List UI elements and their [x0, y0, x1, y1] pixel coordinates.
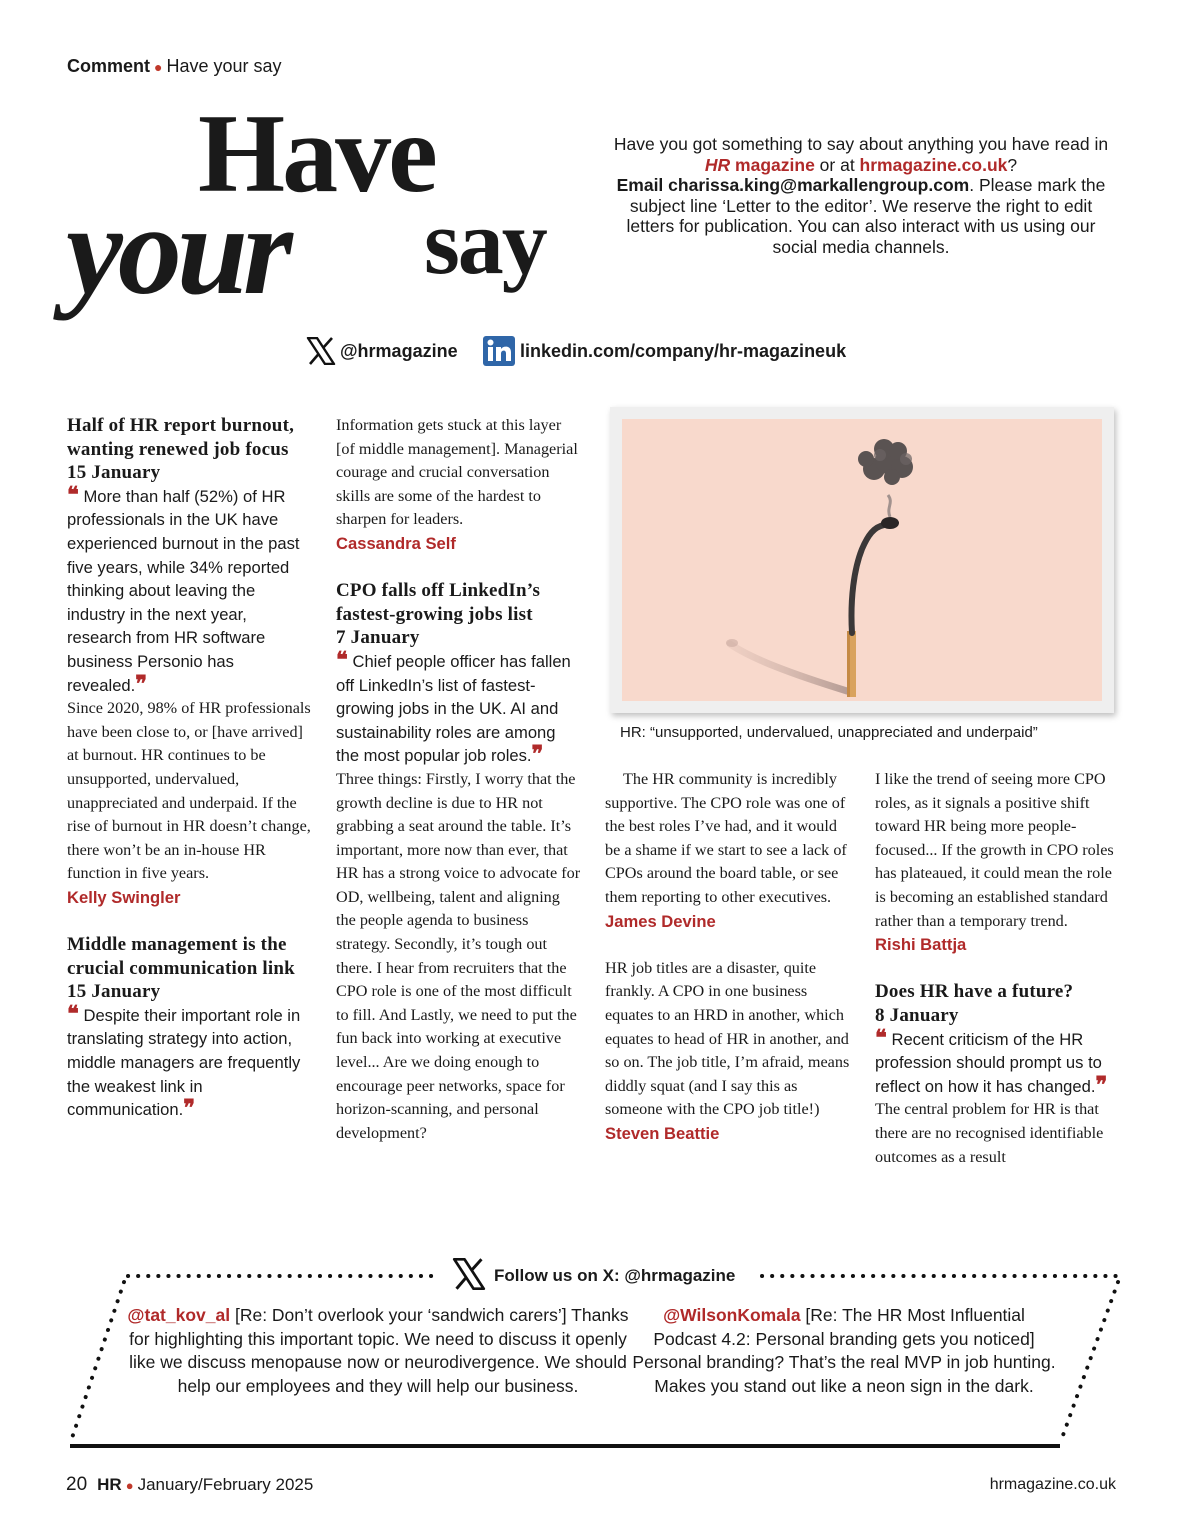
page-title-your: your [66, 179, 288, 321]
bullet-dot: ● [154, 59, 163, 75]
intro-part2: or at [814, 154, 860, 175]
x-handle: @hrmagazine [340, 340, 458, 361]
quote-burnout-text: More than half (52%) of HR professionals in the UK have experienced burnout in the past five years, while 34% reported thinking about leaving the industry in the next year, research from HR software business Personio has revealed. [67, 486, 300, 695]
bullet-dot: ● [125, 1478, 134, 1493]
intro-hr: HR [704, 154, 731, 175]
intro-magazine: magazine [735, 154, 815, 175]
intro-part4: . Please mark the subject line ‘Letter to the editor’. We reserve the right to edit letters for publication. You can also interact with us using our social media channels. [626, 175, 1106, 257]
open-quote-icon: ❝ [875, 1024, 887, 1050]
author-steven-beattie: Steven Beattie [605, 1123, 720, 1143]
footer-issue-info [66, 1474, 313, 1496]
date-hr-future: 8 January [875, 1004, 959, 1026]
author-rishi-battja: Rishi Battja [875, 935, 967, 955]
comment-burnout: Since 2020, 98% of HR professionals have been close to, or [have arrived] at burnout. HR continues to be unsupported, undervalued, unappreciated and underpaid. If the rise of burnout in HR doesn’t change, there won’t be an in-house HR function in five years. [67, 699, 311, 883]
open-quote-icon: ❝ [336, 646, 348, 672]
page-number: 20 [66, 1474, 88, 1495]
date-burnout: 15 January [67, 462, 161, 484]
follow-us-title[interactable]: Follow us on X: @hrmagazine [494, 1266, 736, 1285]
intro-part1: Have you got something to say about anything you have read in [613, 134, 1109, 154]
open-quote-icon: ❝ [67, 1000, 79, 1026]
page-title-say: say [424, 191, 546, 293]
close-quote-icon: ❞ [1095, 1071, 1108, 1097]
comment-middle-management: Information gets stuck at this layer [of middle management]. Managerial courage and crucial conversation skills are some of the hardest to sharpen for leaders. [336, 416, 578, 529]
comment-rishi-battja: I like the trend of seeing more CPO roles, as it signals a positive shift toward HR being more people-focused... If the growth in CPO roles has plateaued, it could mean the role is becoming an established standard rather than a temporary trend. [875, 770, 1114, 930]
headline-burnout: Half of HR report burnout, wanting renewed job focus [67, 415, 295, 460]
author-james-devine: James Devine [605, 911, 716, 931]
quote-cpo-linkedin-text: Chief people officer has fallen off LinkedIn’s list of fastest-growing jobs in the UK. AI and sustainability roles are among the most popular job roles. [336, 651, 571, 766]
tweet-wilson-komala [630, 1304, 1058, 1398]
follow-x-icon [452, 1258, 486, 1295]
footer-site-link[interactable]: hrmagazine.co.uk [989, 1476, 1116, 1493]
quote-middle-management-text: Despite their important role in translating strategy into action, middle managers are frequently the weakest link in communication. [67, 1005, 301, 1120]
date-middle-management: 15 January [67, 981, 161, 1003]
page-title-have: Have [198, 92, 435, 216]
footer-issue: January/February 2025 [137, 1475, 314, 1494]
section-name: Comment [67, 56, 151, 76]
author-kelly-swingler: Kelly Swingler [67, 887, 181, 907]
intro-part3: ? [1007, 154, 1018, 175]
quote-hr-future-text: Recent criticism of the HR profession should prompt us to reflect on how it has changed. [875, 1029, 1102, 1096]
x-logo-icon [452, 1258, 486, 1290]
tweet-text-tat-kov-al: [Re: Don’t overlook your ‘sandwich carers’] Thanks for highlighting this important topic. We need to discuss it openly like we discuss menopause now or neurodivergence. We should help our employees and they will help our business. [129, 1305, 629, 1396]
close-quote-icon: ❞ [531, 741, 544, 767]
intro-email[interactable]: Email charissa.king@markallengroup.com [616, 175, 970, 196]
headline-hr-future: Does HR have a future? [875, 981, 1074, 1003]
tweet-handle-tat-kov-al[interactable]: @tat_kov_al [127, 1305, 231, 1325]
intro-site-link[interactable]: hrmagazine.co.uk [859, 154, 1008, 175]
headline-middle-management: Middle management is the crucial communication link [67, 934, 295, 979]
comment-cpo-linkedin: Three things: Firstly, I worry that the growth decline is due to HR not grabbing a seat around the table. It’s important, more now than ever, that HR has a strong voice to advocate for OD, wellbeing, talent and aligning the people agenda to business strategy. Secondly, it’s tough out there. I hear from recruiters that the CPO role is one of the most difficult to fill. And Lastly, we need to put the fun back into working at executive level... Are we doing enough to encourage peer networks, space for horizon-scanning, and personal development? [336, 769, 581, 1142]
subsection-name: Have your say [166, 56, 282, 76]
footer-magazine: HR [97, 1475, 122, 1494]
author-cassandra-self: Cassandra Self [336, 533, 456, 553]
linkedin-url: linkedin.com/company/hr-magazineuk [520, 340, 847, 361]
tweet-text-wilson-komala: [Re: The HR Most Influential Podcast 4.2: Personal branding gets you noticed] Personal branding? That’s the real MVP in job hunting. Makes you stand out like a neon sign in the dark. [632, 1305, 1056, 1396]
close-quote-icon: ❞ [183, 1095, 196, 1121]
comment-hr-future: The central problem for HR is that there are no recognised identifiable outcomes as a result [875, 1100, 1104, 1166]
open-quote-icon: ❝ [67, 481, 79, 507]
close-quote-icon: ❞ [135, 670, 148, 696]
photo-caption: HR: “unsupported, undervalued, unappreciated and underpaid” [620, 724, 1038, 741]
date-cpo-linkedin: 7 January [336, 627, 420, 649]
tweet-handle-wilson-komala[interactable]: @WilsonKomala [663, 1305, 801, 1325]
headline-cpo-linkedin: CPO falls off LinkedIn’s fastest-growing jobs list [336, 580, 541, 625]
comment-james-devine: The HR community is incredibly supportive. The CPO role was one of the best roles I’ve had, and it would be a shame if we start to see a lack of CPOs around the board table, or see them reporting to other executives. [605, 770, 847, 906]
tweet-tat-kov-al [124, 1304, 632, 1398]
comment-steven-beattie: HR job titles are a disaster, quite frankly. A CPO in one business equates to an HRD in another, which equates to head of HR in another, and so on. The job title, I’m afraid, means diddly squat (and I say this as someone with the CPO job title!) [605, 958, 850, 1119]
